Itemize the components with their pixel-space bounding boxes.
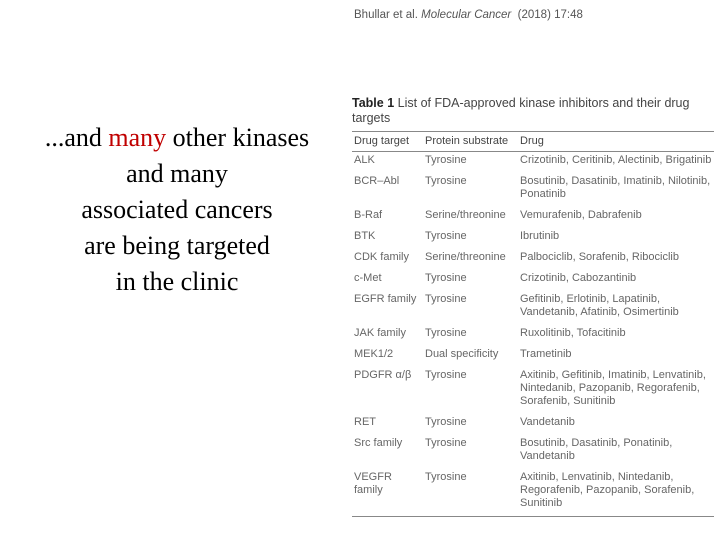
table-row (352, 173, 714, 207)
cell-protein-substrate: Tyrosine (425, 272, 467, 284)
statement-line-4: are being targeted (84, 231, 270, 260)
table-row (352, 228, 714, 249)
cell-protein-substrate: Serine/threonine (425, 209, 506, 221)
cell-drug: Bosutinib, Dasatinib, Ponatinib, Vandetanib (520, 437, 673, 462)
cell-protein-substrate: Serine/threonine (425, 251, 506, 263)
cell-protein-substrate: Tyrosine (425, 175, 467, 187)
cell-protein-substrate: Tyrosine (425, 293, 467, 305)
table-row (352, 346, 714, 367)
cell-drug-target: CDK family (354, 251, 410, 263)
table-row (352, 414, 714, 435)
cell-drug: Palbociclib, Sorafenib, Ribociclib (520, 251, 679, 263)
header-protein-substrate: Protein substrate (423, 132, 518, 152)
header-drug: Drug (518, 132, 714, 152)
statement-highlight: many (108, 123, 167, 152)
citation-journal: Molecular Cancer (421, 9, 512, 21)
cell-drug-target: ALK (354, 154, 375, 166)
table-row (352, 435, 714, 469)
statement-line-1-rest: other kinases (166, 123, 310, 152)
kinase-inhibitor-table (352, 132, 714, 517)
statement-prefix: ...and (44, 123, 109, 152)
citation-header (354, 9, 583, 21)
cell-protein-substrate: Tyrosine (423, 469, 518, 517)
table-title: List of FDA-approved kinase inhibitors and their drug targets (352, 96, 690, 125)
cell-protein-substrate: Dual specificity (425, 348, 499, 360)
cell-drug-target: BTK (354, 230, 376, 242)
cell-drug-target: MEK1/2 (354, 348, 394, 360)
cell-protein-substrate: Tyrosine (425, 416, 467, 428)
cell-drug-target: c-Met (354, 272, 382, 284)
table-row (352, 207, 714, 228)
cell-protein-substrate: Tyrosine (425, 154, 467, 166)
cell-drug-target: Src family (354, 437, 403, 449)
table-header-row (352, 132, 714, 152)
table-row (352, 270, 714, 291)
cell-drug: Ibrutinib (520, 230, 560, 242)
table-row (352, 152, 714, 174)
header-drug-target: Drug target (352, 132, 423, 152)
table-caption (352, 96, 714, 132)
cell-drug-target: RET (354, 416, 376, 428)
table-row (352, 291, 714, 325)
cell-drug: Crizotinib, Cabozantinib (520, 272, 637, 284)
cell-drug: Axitinib, Gefitinib, Imatinib, Lenvatinib, Nintedanib, Pazopanib, Regorafenib, Sorafenib, Sunitinib (520, 369, 706, 407)
table-row (352, 469, 714, 517)
cell-drug: Vemurafenib, Dabrafenib (520, 209, 642, 221)
table-row (352, 249, 714, 270)
cell-drug: Ruxolitinib, Tofacitinib (520, 327, 626, 339)
cell-drug: Gefitinib, Erlotinib, Lapatinib, Vandetanib, Afatinib, Osimertinib (520, 293, 679, 318)
citation-ref: (2018) 17:48 (517, 9, 583, 21)
table-label: Table 1 (352, 96, 395, 110)
cell-drug-target: EGFR family (354, 293, 417, 305)
cell-drug-target: JAK family (354, 327, 406, 339)
slide-statement (12, 120, 342, 300)
table-body (352, 152, 714, 517)
statement-line-2: and many (126, 159, 228, 188)
citation-authors: Bhullar et al. (354, 9, 418, 21)
cell-drug-target: B-Raf (354, 209, 383, 221)
statement-line-5: in the clinic (115, 267, 239, 296)
table-row (352, 325, 714, 346)
cell-protein-substrate: Tyrosine (425, 437, 467, 449)
cell-drug-target: VEGFR family (352, 469, 423, 517)
statement-line-1 (12, 120, 342, 156)
cell-drug: Trametinib (520, 348, 572, 360)
cell-drug-target: PDGFR α/β (354, 369, 412, 381)
cell-protein-substrate: Tyrosine (425, 230, 467, 242)
statement-line-3: associated cancers (81, 195, 273, 224)
cell-drug: Crizotinib, Ceritinib, Alectinib, Brigatinib (520, 154, 712, 166)
cell-drug: Vandetanib (520, 416, 575, 428)
cell-drug-target: BCR–Abl (354, 175, 400, 187)
cell-drug: Bosutinib, Dasatinib, Imatinib, Nilotinib, Ponatinib (520, 175, 711, 200)
cell-protein-substrate: Tyrosine (425, 369, 467, 381)
kinase-inhibitor-table-panel (352, 96, 714, 517)
cell-protein-substrate: Tyrosine (425, 327, 467, 339)
cell-drug: Axitinib, Lenvatinib, Nintedanib, Regorafenib, Pazopanib, Sorafenib, Sunitinib (518, 469, 714, 517)
table-row (352, 367, 714, 414)
